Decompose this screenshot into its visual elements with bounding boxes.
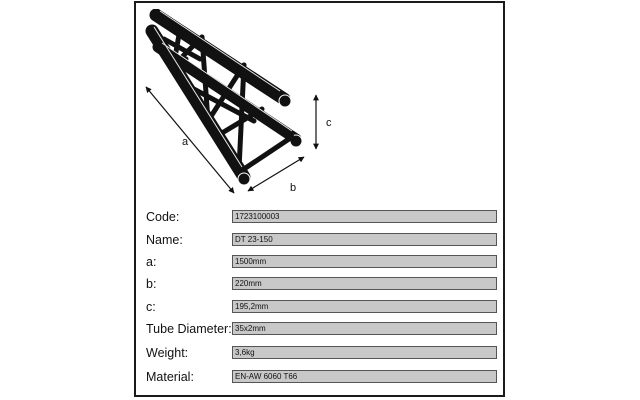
spec-value-name: DT 23-150 xyxy=(232,233,497,246)
spec-row-material xyxy=(136,366,507,388)
dimension-c xyxy=(316,95,332,149)
spec-row-tube-diameter xyxy=(136,318,507,340)
dimension-a-label: a xyxy=(182,136,189,148)
truss-icon xyxy=(152,11,302,185)
spec-sheet xyxy=(134,1,505,397)
spec-label-code: Code: xyxy=(146,210,180,224)
spec-label-b: b: xyxy=(146,277,157,291)
spec-row-weight xyxy=(136,342,507,364)
dimension-b-label: b xyxy=(290,182,297,194)
spec-value-c: 195,2mm xyxy=(232,300,497,313)
spec-label-name: Name: xyxy=(146,233,183,247)
spec-label-a: a: xyxy=(146,255,157,269)
spec-label-weight: Weight: xyxy=(146,346,189,360)
spec-label-material: Material: xyxy=(146,370,194,384)
spec-row-a xyxy=(136,251,507,273)
truss-diagram xyxy=(144,9,344,204)
spec-value-a: 1500mm xyxy=(232,255,497,268)
spec-row-code xyxy=(136,206,507,228)
spec-value-weight: 3,6kg xyxy=(232,346,497,359)
dimension-c-label: c xyxy=(326,117,332,129)
spec-row-b xyxy=(136,273,507,295)
spec-value-b: 220mm xyxy=(232,277,497,290)
spec-value-material: EN-AW 6060 T66 xyxy=(232,370,497,383)
spec-row-name xyxy=(136,229,507,251)
spec-value-tube-diameter: 35x2mm xyxy=(232,322,497,335)
spec-label-tube-diameter: Tube Diameter: xyxy=(146,322,232,336)
spec-value-code: 1723100003 xyxy=(232,210,497,223)
spec-row-c xyxy=(136,296,507,318)
spec-label-c: c: xyxy=(146,300,156,314)
